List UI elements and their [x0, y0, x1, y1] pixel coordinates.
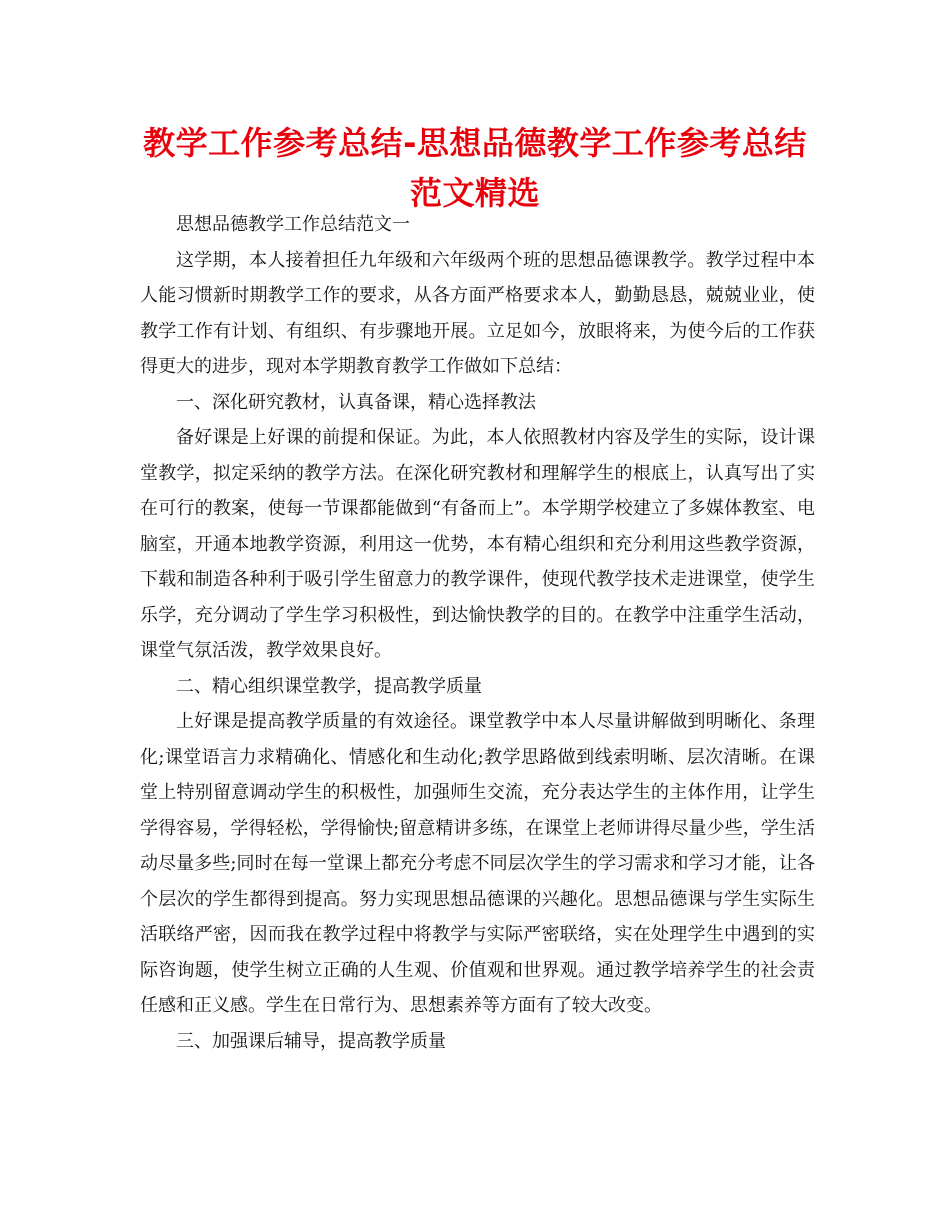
section-heading: 一、深化研究教材，认真备课，精心选择教法 — [176, 391, 536, 413]
document-title: 教学工作参考总结-思想品德教学工作参考总结范文精选 — [143, 124, 807, 212]
body-paragraph: 这学期，本人接着担任九年级和六年级两个班的思想品德课教学。教学过程中本人能习惯新时期教学工作的要求，从各方面严格要求本人，勤勤恳恳，兢兢业业，使教学工作有计划、有组织、有步骤地开展。立足如今，放眼将来，为使今后的工作获得更大的进步，现对本学期教育教学工作做如下总结： — [140, 249, 815, 377]
body-paragraph: 上好课是提高教学质量的有效途径。课堂教学中本人尽量讲解做到明晰化、条理化;课堂语言力求精确化、情感化和生动化;教学思路做到线索明晰、层次清晰。在课堂上特别留意调动学生的积极性，加强师生交流，充分表达学生的主体作用，让学生学得容易，学得轻松，学得愉快;留意精讲多练，在课堂上老师讲得尽量少些，学生活动尽量多些;同时在每一堂课上都充分考虑不同层次学生的学习需求和学习才能，让各个层次的学生都得到提高。努力实现思想品德课的兴趣化。思想品德课与学生实际生活联络严密，因而我在教学过程中将教学与实际严密联络，实在处理学生中遇到的实际咨询题，使学生树立正确的人生观、价值观和世界观。通过教学培养学生的社会责任感和正义感。学生在日常行为、思想素养等方面有了较大改变。 — [140, 711, 816, 1016]
section-heading: 二、精心组织课堂教学，提高教学质量 — [176, 675, 482, 697]
section-heading: 三、加强课后辅导，提高教学质量 — [176, 1030, 446, 1052]
document-body — [140, 207, 815, 1059]
section-subtitle: 思想品德教学工作总结范文一 — [176, 214, 410, 235]
body-paragraph: 备好课是上好课的前提和保证。为此，本人依照教材内容及学生的实际，设计课堂教学，拟定采纳的教学方法。在深化研究教材和理解学生的根底上，认真写出了实在可行的教案，使每一节课都能做到“有备而上”。本学期学校建立了多媒体教室、电脑室，开通本地教学资源，利用这一优势，本有精心组织和充分利用这些教学资源，下载和制造各种利于吸引学生留意力的教学课件，使现代教学技术走进课堂，使学生乐学，充分调动了学生学习积极性，到达愉快教学的目的。在教学中注重学生活动，课堂气氛活泼，教学效果良好。 — [140, 427, 815, 661]
